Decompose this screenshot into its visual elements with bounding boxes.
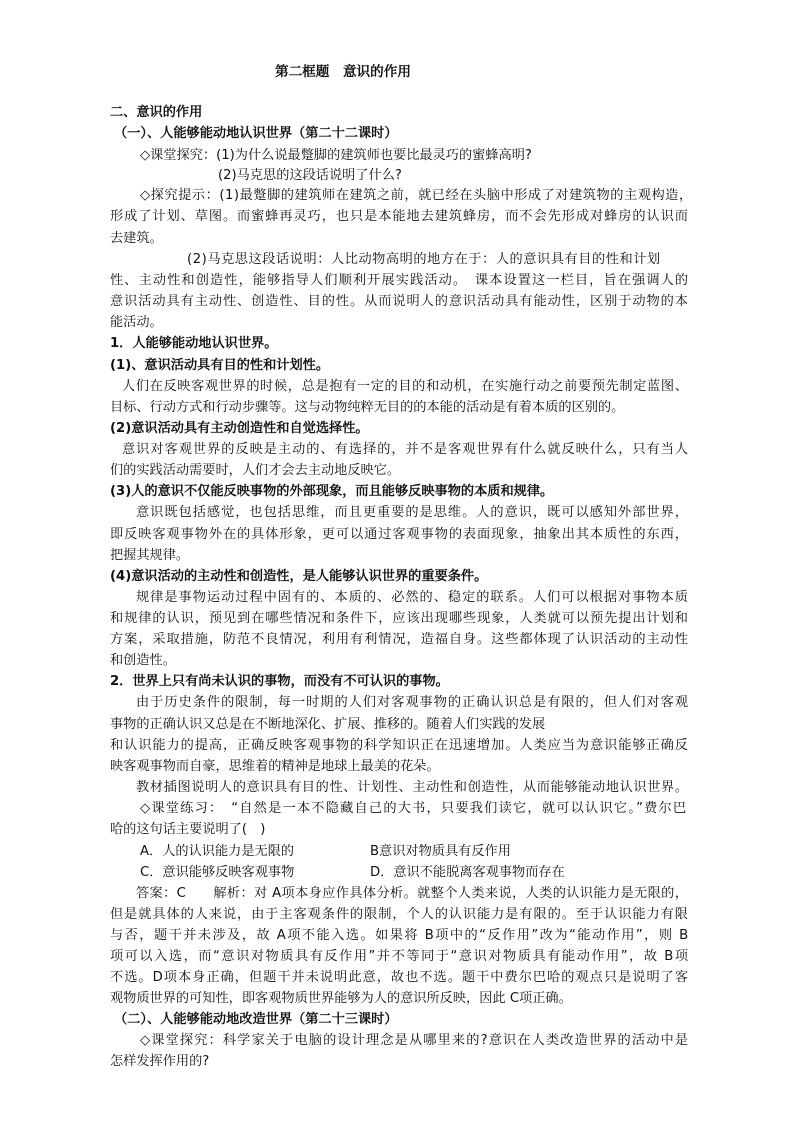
- text-line: 和创造性。: [110, 653, 176, 668]
- text-line: 和规律的认识，预见到在哪些情况和条件下，应该出现哪些现象，人类就可以预先提出计划和: [110, 611, 689, 626]
- text-line: 项可以入选，而“意识对物质具有反作用”并不等同于“意识对物质具有能动作用”，故 B项: [110, 949, 690, 964]
- text-line: 能活动。: [110, 315, 163, 330]
- text-line: 答案：C 解析：对 A项本身应作具体分析。就整个人类来说，人类的认识能力是无限的，: [136, 886, 689, 901]
- text-line: 事物的正确认识又总是在不断地深化、扩展、推移的。随着人们实践的发展: [110, 717, 546, 732]
- text-line: 性、主动性和创造性，能够指导人们顺利开展实践活动。 课本设置这一栏目，旨在强调人的: [110, 273, 690, 288]
- text-line: 哈的这句话主要说明了( ): [110, 822, 266, 837]
- text-line: 规律是事物运动过程中固有的、本质的、必然的、稳定的联系。人们可以根据对事物本质: [136, 590, 689, 605]
- text-line: (2)马克思的这段话说明了什么?: [218, 168, 402, 183]
- text-line: 和认识能力的提高，正确反映客观事物的科学知识正在迅速增加。人类应当为意识能够正确反: [110, 738, 689, 753]
- section-heading: 2．世界上只有尚未认识的事物，而没有不可认识的事物。: [110, 674, 449, 689]
- text-line: ◇课堂探究：(1)为什么说最蹩脚的建筑师也要比最灵巧的蜜蜂高明?: [140, 148, 532, 163]
- text-line: B意识对物质具有反作用: [370, 844, 511, 859]
- text-line: 方案，采取措施，防范不良情况，利用有利情况，造福自身。这些都体现了认识活动的主动性: [110, 632, 689, 647]
- text-line: 意识对客观世界的反映是主动的、有选择的，并不是客观世界有什么就反映什么，只有当人: [122, 442, 690, 457]
- text-line: ◇探究提示：(1)最蹩脚的建筑师在建筑之前，就已经在头脑中形成了对建筑物的主观构造，: [140, 188, 693, 203]
- text-line: 观物质世界的可知性，即客观物质世界能够为人的意识所反映，因此 C项正确。: [110, 991, 572, 1006]
- text-line: 意识活动具有主动性、创造性、目的性。从而说明人的意识活动具有能动性，区别于动物的本: [110, 294, 689, 309]
- text-line: 教材插图说明人的意识具有目的性、计划性、主动性和创造性，从而能够能动地认识世界。: [136, 780, 689, 795]
- text-line: 目标、行动方式和行动步骤等。这与动物纯粹无目的的本能的活动是有着本质的区别的。: [110, 400, 625, 415]
- text-line: (2)马克思这段话说明：人比动物高明的地方在于：人的意识具有目的性和计划: [187, 252, 661, 267]
- text-line: 们的实践活动需要时，人们才会去主动地反映它。: [110, 463, 401, 478]
- text-line: C．意识能够反映客观事物: [140, 865, 295, 880]
- text-line: 但是就具体的人来说，由于主客观条件的限制，个人的认识能力是有限的。至于认识能力有限: [110, 907, 689, 922]
- text-line: D．意识不能脱离客观事物而存在: [370, 865, 565, 880]
- text-line: 形成了计划、草图。而蜜蜂再灵巧，也只是本能地去建筑蜂房，而不会先形成对蜂房的认识而: [110, 209, 689, 224]
- text-line: ◇课堂探究：科学家关于电脑的设计理念是从哪里来的?意识在人类改造世界的活动中是: [140, 1033, 690, 1048]
- text-line: 把握其规律。: [110, 548, 190, 563]
- page-title: 第二框题 意识的作用: [275, 64, 411, 80]
- text-line: 由于历史条件的限制，每一时期的人们对客观事物的正确认识总是有限的，但人们对客观: [136, 695, 689, 710]
- section-heading: 二、意识的作用: [110, 105, 203, 120]
- section-heading: （一）、人能够能动地认识世界（第二十二课时）: [114, 126, 398, 141]
- section-heading: (4)意识活动的主动性和创造性，是人能够认识世界的重要条件。: [110, 569, 488, 584]
- text-line: 与否，题干并未涉及，故 A项不能入选。如果将 B项中的“反作用”改为“能动作用”，则 B: [110, 928, 690, 943]
- text-line: 意识既包括感觉，也包括思维，而且更重要的是思维。人的意识，既可以感知外部世界，: [136, 505, 689, 520]
- section-heading: （二）、人能够能动地改造世界（第二十三课时）: [114, 1012, 398, 1027]
- section-heading: (1)、意识活动具有目的性和计划性。: [110, 358, 330, 373]
- text-line: 即反映客观事物外在的具体形象，更可以通过客观事物的表面现象，抽象出其本质性的东西，: [110, 527, 689, 542]
- text-line: 不选。D项本身正确，但题干并未说明此意，故也不选。题干中费尔巴哈的观点只是说明了客: [110, 970, 690, 985]
- section-heading: (3)人的意识不仅能反映事物的外部现象，而且能够反映事物的本质和规律。: [110, 484, 554, 499]
- text-line: 人们在反映客观世界的时候，总是抱有一定的目的和动机，在实施行动之前要预先制定蓝图、: [122, 379, 689, 394]
- text-line: A．人的认识能力是无限的: [140, 844, 295, 859]
- text-line: 怎样发挥作用的?: [110, 1054, 210, 1069]
- text-line: 映客观事物而自豪，思维着的精神是地球上最美的花朵。: [110, 759, 440, 774]
- text-line: 去建筑。: [110, 231, 163, 246]
- section-heading: (2)意识活动具有主动创造性和自觉选择性。: [110, 421, 369, 436]
- text-line: ◇课堂练习： “自然是一本不隐藏自己的大书，只要我们读它，就可以认识它。”费尔巴: [140, 801, 688, 816]
- section-heading: 1．人能够能动地认识世界。: [110, 336, 278, 351]
